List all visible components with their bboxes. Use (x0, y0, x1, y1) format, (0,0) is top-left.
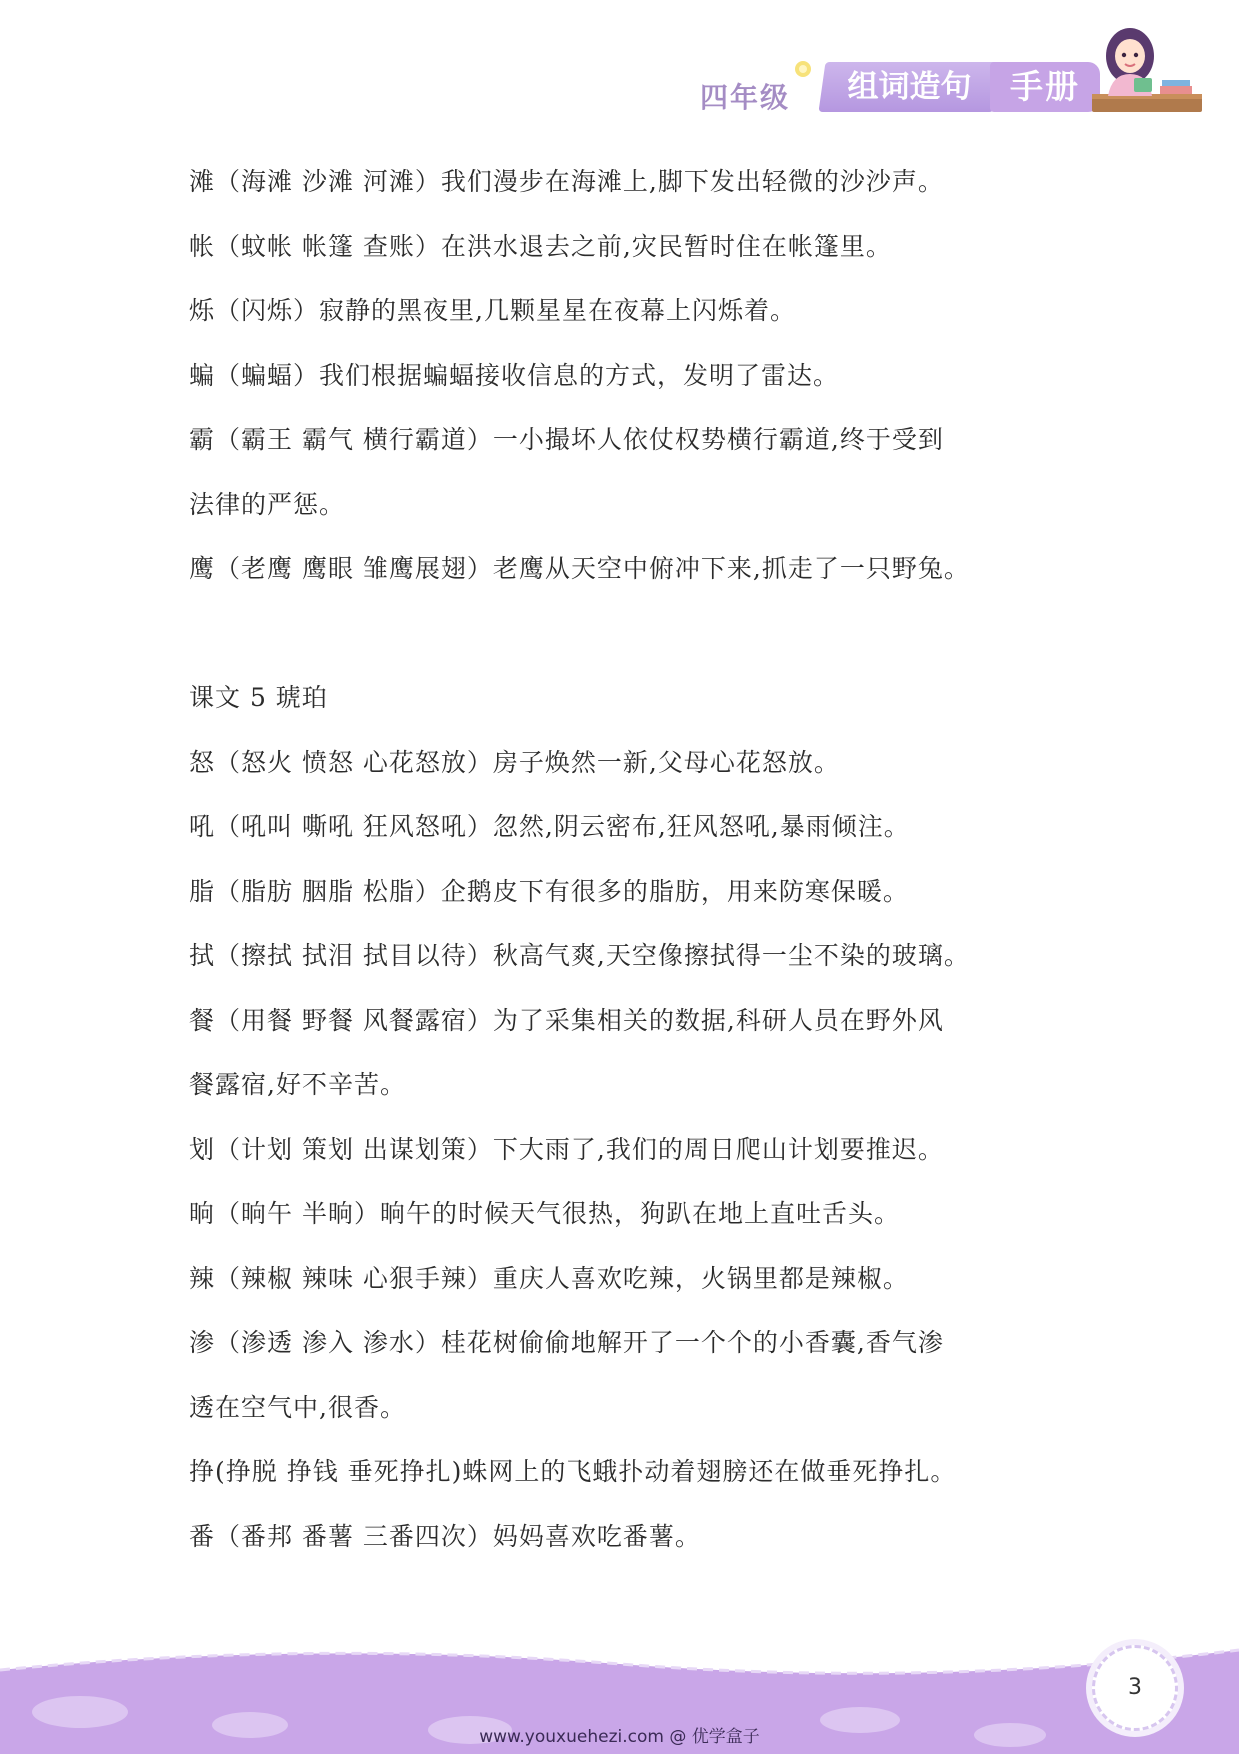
site-watermark: www.youxuehezi.com @ 优学盒子 (479, 1727, 760, 1747)
entry-line-continuation: 餐露宿,好不辛苦。 (189, 1070, 406, 1099)
handbook-suffix: 手册 (1010, 67, 1080, 106)
entry-line: 鹰（老鹰 鹰眼 雏鹰展翅）老鹰从天空中俯冲下来,抓走了一只野兔。 (189, 554, 970, 583)
entry-line: 吼（吼叫 嘶吼 狂风怒吼）忽然,阴云密布,狂风怒吼,暴雨倾注。 (189, 812, 910, 841)
entry-line: 蝙（蝙蝠）我们根据蝙蝠接收信息的方式，发明了雷达。 (189, 360, 840, 390)
entry-line-continuation: 透在空气中,很香。 (189, 1392, 406, 1422)
suffix-banner (990, 62, 1100, 112)
entry-line: 辣（辣椒 辣味 心狠手辣）重庆人喜欢吃辣，火锅里都是辣椒。 (189, 1263, 909, 1293)
word-sentence-list (189, 150, 1069, 1569)
entry-line: 划（计划 策划 出谋划策）下大雨了,我们的周日爬山计划要推迟。 (189, 1134, 944, 1164)
entry-line: 帐（蚊帐 帐篷 查账）在洪水退去之前,灾民暂时住在帐篷里。 (189, 231, 892, 261)
girl-reading-mascot-icon (1090, 22, 1205, 117)
section-spacer (189, 602, 1069, 667)
title-banner (818, 62, 1000, 112)
entry-line: 拭（擦拭 拭泪 拭目以待）秋高气爽,天空像擦拭得一尘不染的玻璃。 (189, 941, 970, 970)
entry-line: 晌（晌午 半晌）晌午的时候天气很热，狗趴在地上直吐舌头。 (189, 1199, 900, 1228)
lesson-heading: 课文 5 琥珀 (189, 683, 328, 712)
entry-line: 烁（闪烁）寂静的黑夜里,几颗星星在夜幕上闪烁着。 (189, 296, 796, 325)
entry-line: 霸（霸王 霸气 横行霸道）一小撮坏人依仗权势横行霸道,终于受到 (189, 425, 944, 454)
page-number: 3 (1092, 1645, 1178, 1731)
entry-line: 渗（渗透 渗入 渗水）桂花树偷偷地解开了一个个的小香囊,香气渗 (189, 1328, 944, 1357)
entry-line: 脂（脂肪 胭脂 松脂）企鹅皮下有很多的脂肪，用来防寒保暖。 (189, 876, 909, 906)
entry-line: 番（番邦 番薯 三番四次）妈妈喜欢吃番薯。 (189, 1521, 701, 1551)
entry-line: 滩（海滩 沙滩 河滩）我们漫步在海滩上,脚下发出轻微的沙沙声。 (189, 167, 944, 196)
entry-line: 挣(挣脱 挣钱 垂死挣扎)蛛网上的飞蛾扑动着翅膀还在做垂死挣扎。 (189, 1457, 957, 1486)
entry-line: 怒（怒火 愤怒 心花怒放）房子焕然一新,父母心花怒放。 (189, 747, 840, 777)
entry-line-continuation: 法律的严惩。 (189, 489, 346, 519)
grade-label: 四年级 (700, 81, 791, 114)
sparkle-icon (790, 56, 816, 82)
handbook-title: 组词造句 (847, 69, 972, 105)
entry-line: 餐（用餐 野餐 风餐露宿）为了采集相关的数据,科研人员在野外风 (189, 1005, 944, 1035)
page-header (0, 0, 1239, 130)
